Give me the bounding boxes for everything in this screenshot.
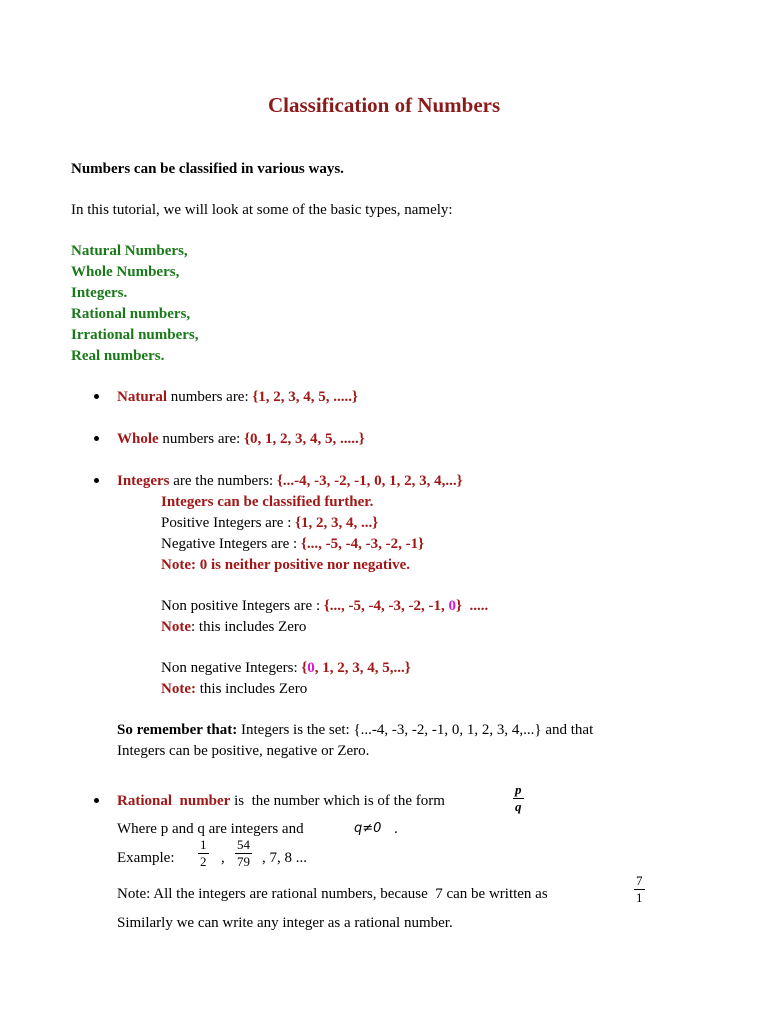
intro-lead: Numbers can be classified in various ways. [71, 161, 344, 177]
nonnegative-open: { [301, 660, 308, 676]
integers-line [117, 472, 463, 490]
nonpositive-set-a: {..., -5, -4, -3, -2, -1, [323, 598, 449, 614]
type-item: Irrational numbers, [71, 327, 199, 343]
fraction-numerator: 1 [200, 837, 207, 852]
nonnegative-line [161, 659, 411, 677]
fraction-numerator: 54 [237, 837, 250, 852]
fraction-numerator: p [515, 782, 522, 797]
remember-bold: So remember that: [117, 722, 238, 738]
rational-term: Rational number [117, 793, 231, 809]
remember-text: Integers is the set: {...-4, -3, -2, -1, 0, 1, 2, 3, 4,...} and that [237, 722, 594, 738]
nonnegative-rest: , 1, 2, 3, 4, 5,...} [314, 660, 411, 676]
example-fraction-2 [235, 838, 252, 869]
fraction-numerator: 7 [636, 873, 643, 888]
where-line [117, 820, 304, 838]
page-title: Classification of Numbers [268, 93, 501, 117]
integers-term: Integers [117, 473, 170, 489]
nonpositive-set-b: } [456, 598, 462, 614]
integers-set: {...-4, -3, -2, -1, 0, 1, 2, 3, 4,...} [276, 473, 463, 489]
fraction-denominator: 1 [636, 890, 643, 905]
negative-label: Negative Integers are : [161, 536, 301, 552]
positive-label: Positive Integers are : [161, 515, 296, 531]
note-zero: Note: 0 is neither positive nor negative. [161, 557, 411, 573]
nonpositive-dots: ..... [461, 598, 489, 614]
nonpositive-zero: 0 [448, 598, 457, 614]
natural-text: numbers are: [167, 389, 253, 405]
p-over-q-fraction [513, 783, 524, 814]
rational-text: is the number which is of the form [230, 793, 445, 809]
fraction-denominator: 2 [200, 854, 207, 869]
note-includes: : this includes Zero [191, 619, 307, 635]
natural-set: {1, 2, 3, 4, 5, .....} [252, 389, 358, 405]
remember-line [117, 721, 593, 739]
type-item: Whole Numbers, [71, 264, 180, 280]
seven-over-one-fraction [634, 874, 645, 905]
condition: q≠0 [354, 821, 382, 836]
nonpositive-note [161, 618, 306, 636]
type-item: Rational numbers, [71, 306, 191, 322]
bullet-icon [94, 798, 99, 803]
integers-text: are the numbers: [169, 473, 277, 489]
positive-integers-line [161, 514, 378, 532]
nonpositive-label: Non positive Integers are : [161, 598, 324, 614]
negative-set: {..., -5, -4, -3, -2, -1} [300, 536, 424, 552]
condition-period: . [394, 821, 398, 837]
positive-set: {1, 2, 3, 4, ...} [295, 515, 379, 531]
whole-set: {0, 1, 2, 3, 4, 5, .....} [244, 431, 365, 447]
nonnegative-label: Non negative Integers: [161, 660, 302, 676]
note-includes: this includes Zero [195, 681, 308, 697]
example-rest: , 7, 8 ... [262, 850, 307, 866]
rational-line [117, 792, 445, 810]
type-item: Real numbers. [71, 348, 165, 364]
note-word: Note: [161, 681, 196, 697]
remember-line-2: Integers can be positive, negative or Zero. [117, 743, 370, 759]
intro-sentence: In this tutorial, we will look at some of the basic types, namely: [71, 202, 453, 218]
nonpositive-line [161, 597, 488, 615]
example-fraction-1 [198, 838, 209, 869]
integers-further: Integers can be classified further. [161, 494, 374, 510]
where-text: Where p and q are integers and [117, 821, 304, 837]
rational-note: Note: All the integers are rational numbers, because 7 can be written as [117, 886, 548, 902]
natural-term: Natural [117, 389, 167, 405]
fraction-denominator: 79 [237, 854, 250, 869]
bullet-icon [94, 478, 99, 483]
fraction-denominator: q [515, 799, 522, 814]
bullet-icon [94, 436, 99, 441]
whole-line [117, 430, 365, 448]
whole-term: Whole [117, 431, 159, 447]
type-item: Integers. [71, 285, 128, 301]
example-comma: , [221, 850, 225, 866]
negative-integers-line [161, 535, 424, 553]
bullet-icon [94, 394, 99, 399]
natural-line [117, 388, 358, 406]
similarly-line: Similarly we can write any integer as a rational number. [117, 915, 453, 931]
nonnegative-zero: 0 [307, 660, 315, 676]
example-label: Example: [117, 850, 175, 866]
type-item: Natural Numbers, [71, 243, 188, 259]
nonnegative-note [161, 680, 307, 698]
note-word: Note [161, 619, 191, 635]
whole-text: numbers are: [158, 431, 245, 447]
